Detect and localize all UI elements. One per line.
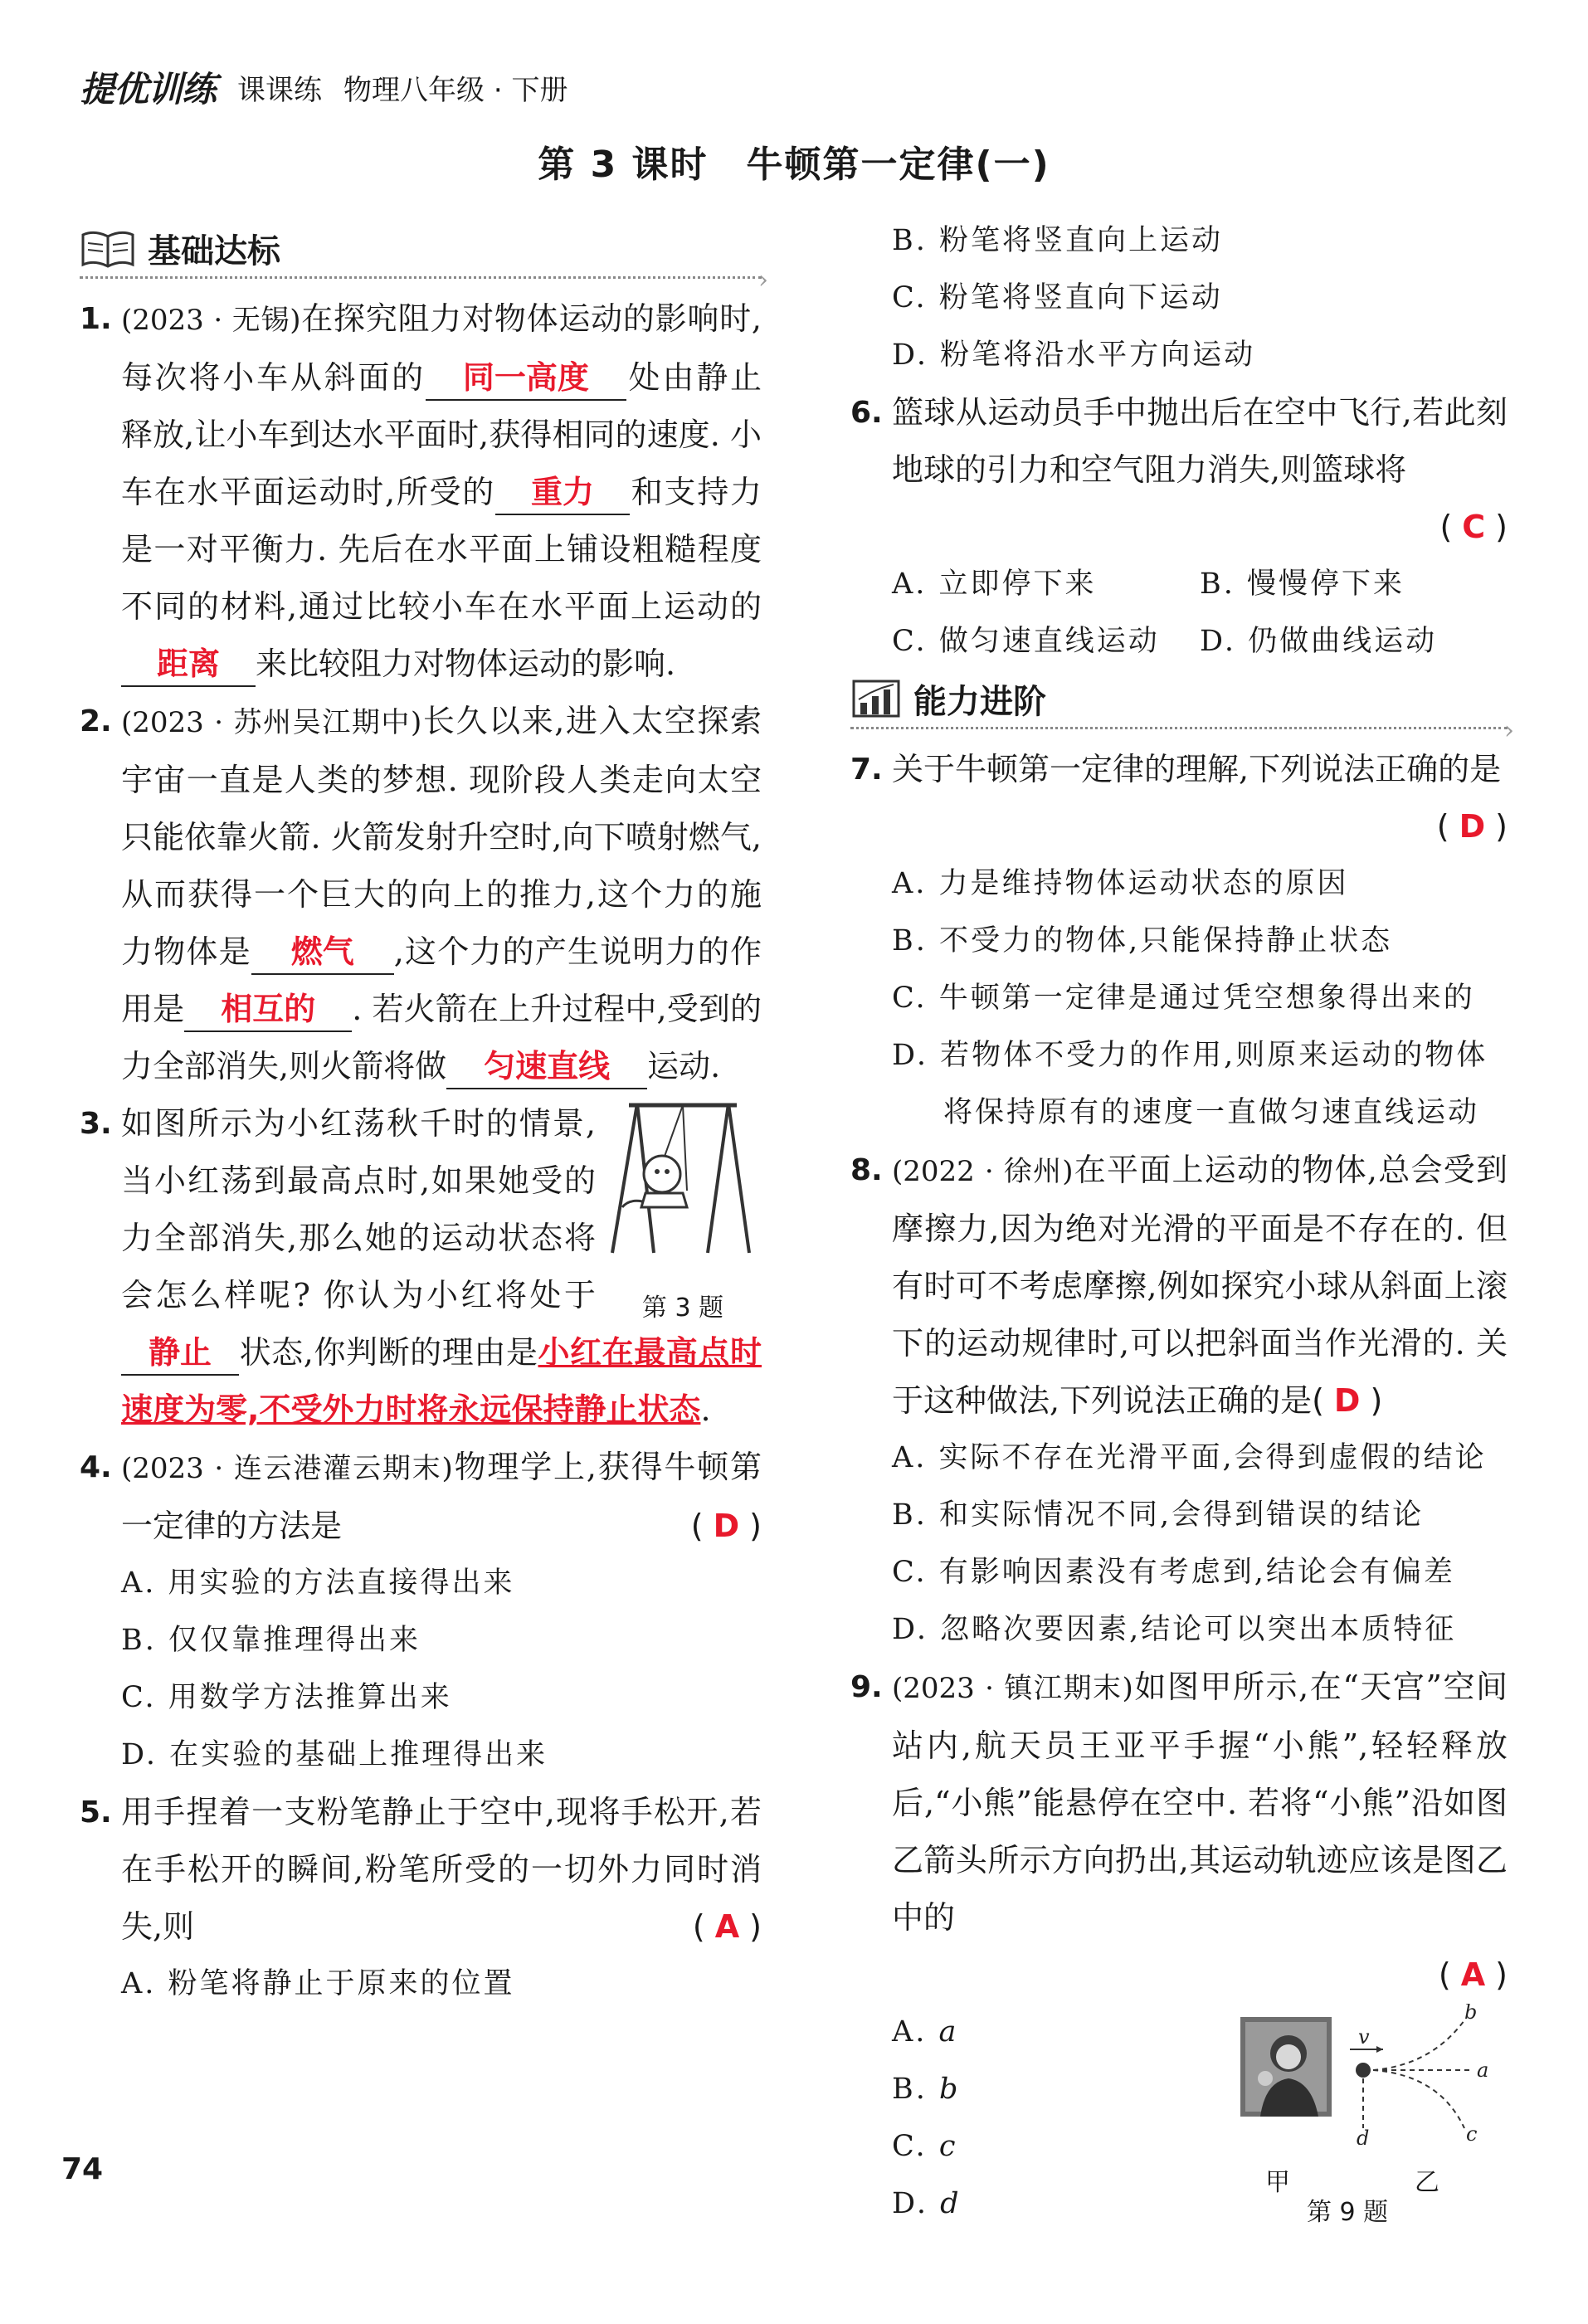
figure-label-jia: 甲	[1265, 2168, 1290, 2197]
answer-paren: ( A )	[692, 1908, 762, 1945]
question-number: 6.	[850, 396, 883, 430]
option-continuation: 将保持原有的速度一直做匀速直线运动	[943, 1096, 1480, 1129]
choice-answer: D	[713, 1508, 740, 1544]
answer-paren: ( D )	[1436, 808, 1508, 845]
answer-blank: 相互的	[184, 987, 352, 1032]
question-text	[892, 384, 1508, 499]
section-advanced	[850, 670, 1508, 729]
option: C. 粉笔将竖直向下运动	[892, 281, 1223, 314]
text-segment: 处由静止释放,让小车到达水平面时,获得相同的速度. 小车在水平面运动时,所受的	[121, 359, 762, 510]
question-6	[850, 384, 1508, 499]
question-number: 7.	[850, 753, 883, 787]
answer-row	[850, 499, 1508, 556]
question-number: 1.	[80, 302, 112, 336]
text-segment: . 若火箭在上升过程中,受到的力全部消失,则火箭将做	[121, 991, 762, 1084]
option-row	[850, 613, 1508, 670]
option: B. 和实际情况不同,会得到错误的结论	[892, 1498, 1425, 1532]
question-text	[121, 1095, 762, 1439]
choice-answer: A	[714, 1908, 740, 1945]
section-label: 基础达标	[148, 231, 280, 270]
answer-blank: 距离	[121, 642, 256, 687]
question-text	[892, 1142, 1508, 1430]
option: C. 做匀速直线运动	[892, 625, 1160, 658]
option: B. 粉笔将竖直向上运动	[892, 224, 1223, 257]
answer-paren: ( D )	[1312, 1382, 1383, 1419]
text-segment: ,这个力的产生说明力的作用是	[121, 933, 762, 1027]
option-row	[850, 556, 1508, 613]
option: D. d	[892, 2187, 962, 2220]
right-column	[850, 212, 1508, 2233]
option: D. 忽略次要因素,结论可以突出本质特征	[892, 1613, 1457, 1646]
subject-name: 物理八年级 · 下册	[343, 73, 568, 107]
option: B. 不受力的物体,只能保持静止状态	[892, 924, 1393, 957]
svg-text:a: a	[1477, 2058, 1489, 2082]
svg-text:b: b	[1464, 2004, 1478, 2024]
option: C. 用数学方法推算出来	[121, 1681, 452, 1714]
question-4	[80, 1439, 762, 1555]
question-number: 3.	[80, 1107, 112, 1141]
option: D. 粉笔将沿水平方向运动	[892, 339, 1256, 372]
choice-answer: D	[1333, 1382, 1361, 1419]
option: D. 在实验的基础上推理得出来	[121, 1738, 548, 1771]
question-text	[892, 741, 1508, 798]
question-number: 4.	[80, 1450, 112, 1484]
option: A. a	[892, 2015, 959, 2049]
answer-row	[850, 798, 1508, 855]
page-number: 74	[61, 2152, 104, 2186]
svg-text:v: v	[1358, 2025, 1370, 2049]
question-text	[121, 1784, 762, 1956]
text-segment: .	[700, 1391, 711, 1428]
question-text	[121, 1439, 762, 1555]
left-column	[80, 220, 762, 2013]
option: B. 慢慢停下来	[1200, 568, 1405, 601]
question-number: 2.	[80, 704, 112, 738]
text-segment: 来比较阻力对物体运动的影响.	[256, 646, 676, 682]
lesson-title: 第 3 课时 牛顿第一定律(一)	[538, 144, 1050, 186]
question-source: (2022 · 徐州)	[892, 1155, 1074, 1188]
option: A. 粉笔将静止于原来的位置	[121, 1967, 515, 2000]
option: B. 仅仅靠推理得出来	[121, 1624, 421, 1657]
answer-blank: 同一高度	[426, 356, 626, 401]
text-segment: 长久以来,进入太空探索宇宙一直是人类的梦想. 现阶段人类走向太空只能依靠火箭. 火箭发射升空时,向下喷射燃气,从而获得一个巨大的向上的推力,这个力的施力物体是	[121, 703, 762, 970]
figure-caption: 第 9 题	[1307, 2198, 1389, 2227]
option: C. c	[892, 2130, 958, 2163]
trajectory-diagram	[1340, 2004, 1506, 2145]
text-segment: 在平面上运动的物体,总会受到摩擦力,因为绝对光滑的平面是不存在的. 但有时可不考虑摩擦,例如探究小球从斜面上滚下的运动规律时,可以把斜面当作光滑的. 关于这种做法,下列说法正确的是	[892, 1152, 1508, 1419]
question-source: (2023 · 镇江期末)	[892, 1672, 1133, 1705]
answer-paren: ( A )	[1438, 1956, 1508, 1993]
brand-logo: 提优训练	[80, 69, 217, 110]
question-source: (2023 · 无锡)	[121, 304, 301, 337]
q9-options-and-figure	[850, 2004, 1508, 2233]
series-name: 课课练	[237, 73, 323, 107]
option: C. 有影响因素没有考虑到,结论会有偏差	[892, 1556, 1455, 1589]
figure-3	[604, 1095, 762, 1323]
option: C. 牛顿第一定律是通过凭空想象得出来的	[892, 982, 1475, 1015]
figure-caption: 第 3 题	[641, 1294, 724, 1323]
svg-text:d: d	[1357, 2127, 1370, 2145]
text-segment: 在探究阻力对物体运动的影响时,每次将小车从斜面的	[121, 300, 762, 396]
text-segment: 状态,你判断的理由是	[239, 1334, 538, 1371]
book-icon	[80, 227, 136, 270]
choice-answer: D	[1459, 808, 1486, 845]
option: A. 力是维持物体运动状态的原因	[892, 867, 1349, 900]
text-segment: 如图甲所示,在“天宫”空间站内,航天员王亚平手握“小熊”,轻轻释放后,“小熊”能悬停在空中. 若将“小熊”沿如图乙箭头所示方向扔出,其运动轨迹应该是图乙中的	[892, 1669, 1508, 1936]
option: A. 用实验的方法直接得出来	[121, 1566, 515, 1600]
question-number: 9.	[850, 1670, 883, 1704]
figure-label-yi: 乙	[1415, 2168, 1439, 2197]
astronaut-photo	[1240, 2017, 1332, 2117]
answer-blank: 重力	[495, 470, 630, 515]
text-segment: 如图所示为小红荡秋千时的情景,当小红荡到最高点时,如果她受的力全部消失,那么她的运动状态将会怎么样呢? 你认为小红将处于	[121, 1105, 596, 1313]
option: D. 仍做曲线运动	[1200, 625, 1438, 658]
answer-blank: 静止	[121, 1331, 239, 1376]
question-5	[80, 1784, 762, 1956]
chart-icon	[850, 678, 902, 719]
answer-paren: ( D )	[690, 1508, 762, 1544]
question-9	[850, 1659, 1508, 1946]
text-segment: 和支持力是一对平衡力. 先后在水平面上铺设粗糙程度不同的材料,通过比较小车在水平面上运动的	[121, 474, 762, 625]
svg-text:c: c	[1466, 2122, 1478, 2145]
text-segment: 运动.	[647, 1048, 721, 1084]
question-text	[892, 1659, 1508, 1946]
page-header	[80, 58, 567, 116]
question-text	[121, 290, 762, 693]
question-source: (2023 · 连云港灌云期末)	[121, 1452, 453, 1485]
text-segment: 物理学上,获得牛顿第一定律的方法是	[121, 1449, 762, 1544]
figure-9	[1240, 2004, 1506, 2233]
question-3	[80, 1095, 762, 1439]
question-2	[80, 693, 762, 1095]
question-source: (2023 · 苏州吴江期中)	[121, 706, 422, 739]
option: A. 实际不存在光滑平面,会得到虚假的结论	[892, 1441, 1487, 1474]
question-text	[121, 693, 762, 1095]
text-segment: 篮球从运动员手中抛出后在空中飞行,若此刻地球的引力和空气阻力消失,则篮球将	[892, 394, 1508, 488]
section-label: 能力进阶	[913, 682, 1046, 721]
answer-reason: 小红在最高点时速度为零,不受外力时将永远保持静止状态	[121, 1334, 762, 1428]
question-8	[850, 1142, 1508, 1430]
choice-answer: A	[1460, 1956, 1486, 1993]
question-7	[850, 741, 1508, 798]
choice-answer: C	[1462, 509, 1486, 545]
section-basic	[80, 220, 762, 279]
answer-blank: 燃气	[251, 930, 394, 975]
option: D. 若物体不受力的作用,则原来运动的物体	[892, 1039, 1488, 1072]
answer-paren: ( C )	[1439, 509, 1508, 545]
option: B. b	[892, 2073, 961, 2106]
question-number: 8.	[850, 1153, 883, 1187]
answer-blank: 匀速直线	[446, 1045, 647, 1089]
answer-row	[850, 1946, 1508, 2004]
swing-illustration	[604, 1095, 762, 1261]
question-number: 5.	[80, 1795, 112, 1829]
option: A. 立即停下来	[892, 568, 1097, 601]
question-1	[80, 290, 762, 693]
text-segment: 用手捏着一支粉笔静止于空中,现将手松开,若在手松开的瞬间,粉笔所受的一切外力同时消失,则	[121, 1794, 762, 1945]
text-segment: 关于牛顿第一定律的理解,下列说法正确的是	[892, 751, 1502, 787]
